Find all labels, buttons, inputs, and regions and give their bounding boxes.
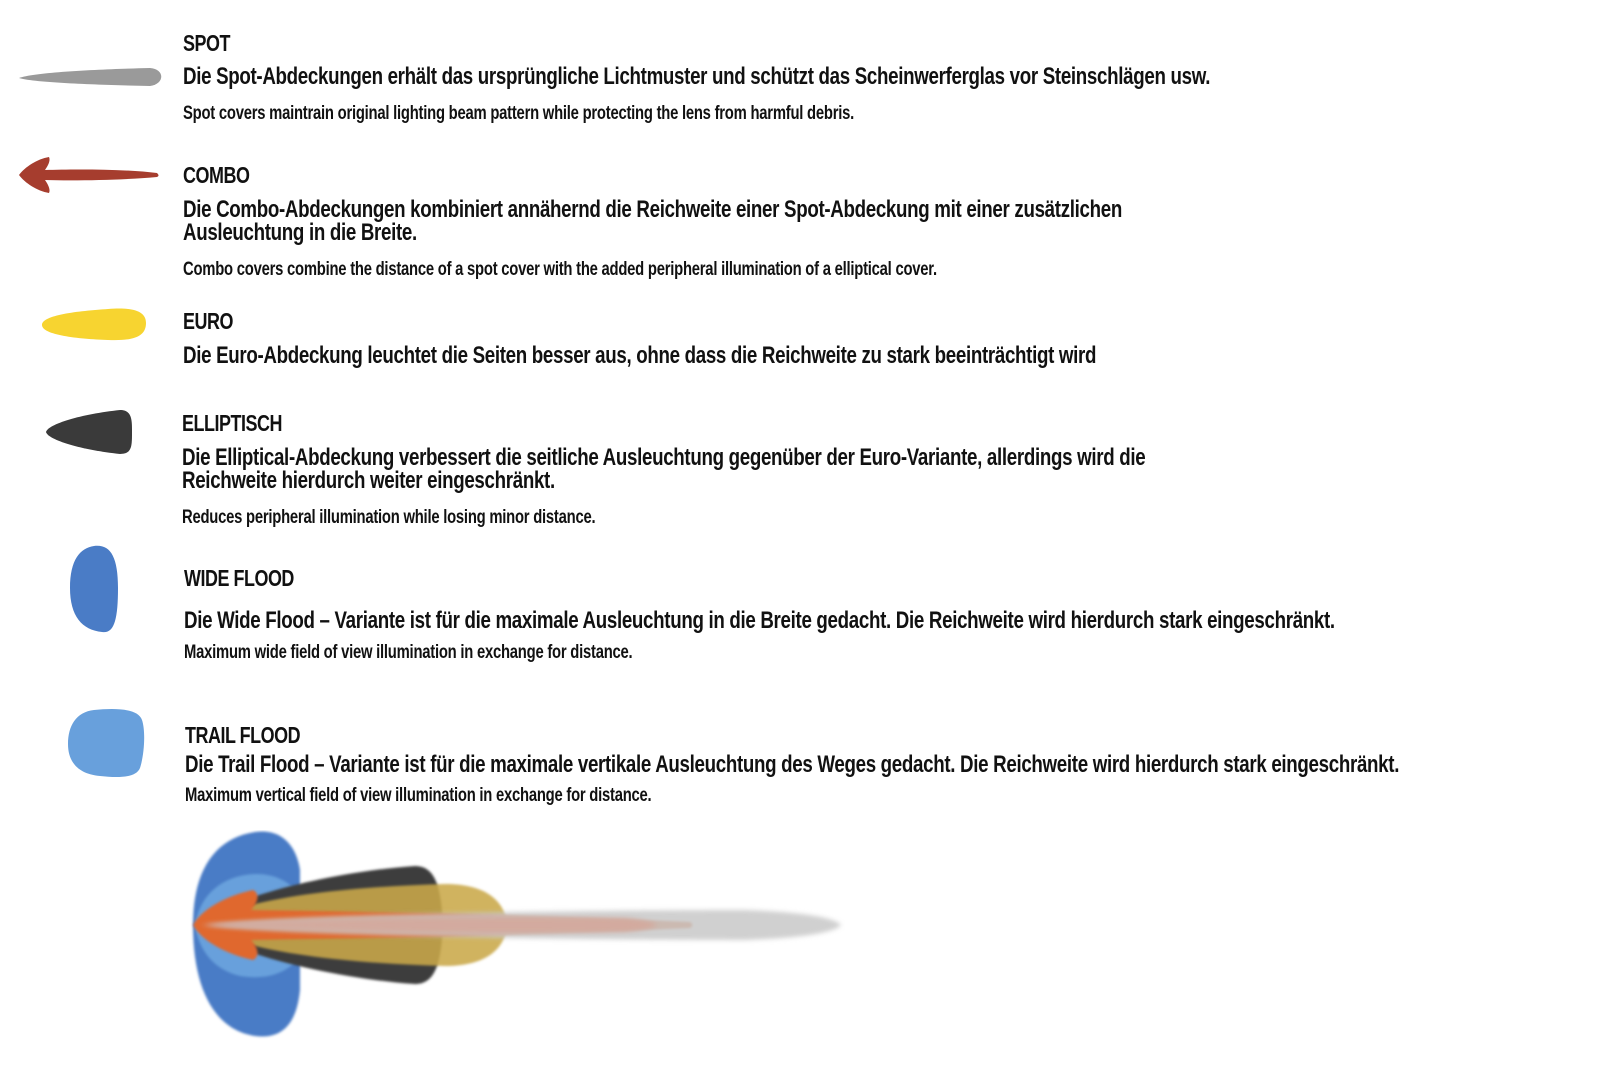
- entry-description-de: Die Combo-Abdeckungen kombiniert annähernd die Reichweite einer Spot-Abdeckung mit einer zusätzlichen: [183, 196, 1122, 223]
- entry-description-en: Maximum vertical field of view illumination in exchange for distance.: [185, 785, 652, 806]
- entry-description-de: Die Elliptical-Abdeckung verbessert die seitliche Ausleuchtung gegenüber der Euro-Variante, allerdings wird die: [182, 444, 1146, 471]
- entry-description-de: Die Wide Flood – Variante ist für die maximale Ausleuchtung in die Breite gedacht. Die Reichweite wird hierdurch stark eingeschränkt.: [184, 607, 1335, 634]
- entry-description-de: Die Trail Flood – Variante ist für die maximale vertikale Ausleuchtung des Weges gedacht. Die Reichweite wird hierdurch stark eingeschränkt.: [185, 751, 1400, 778]
- euro-beam-icon: [38, 305, 150, 345]
- entry-description-en: Maximum wide field of view illumination in exchange for distance.: [184, 642, 633, 663]
- entry-description-en: Spot covers maintrain original lighting beam pattern while protecting the lens from harmful debris.: [183, 103, 855, 124]
- wide-flood-beam-icon: [66, 542, 122, 636]
- combined-beam-pattern-diagram: [185, 830, 845, 1040]
- entry-title: COMBO: [183, 162, 250, 188]
- entry-description-en: Combo covers combine the distance of a spot cover with the added peripheral illumination of a elliptical cover.: [183, 259, 937, 280]
- entry-title: TRAIL FLOOD: [185, 722, 301, 748]
- trail-flood-beam-icon: [64, 706, 148, 780]
- entry-title: ELLIPTISCH: [182, 410, 282, 436]
- entry-title: WIDE FLOOD: [184, 565, 294, 591]
- spot-beam-icon: [15, 62, 165, 92]
- entry-description-en: Reduces peripheral illumination while losing minor distance.: [182, 507, 596, 528]
- entry-title: SPOT: [183, 30, 230, 56]
- entry-description-de-line2: Ausleuchtung in die Breite.: [183, 219, 417, 246]
- elliptical-beam-icon: [42, 408, 136, 456]
- entry-title: EURO: [183, 308, 233, 334]
- entry-description-de: Die Euro-Abdeckung leuchtet die Seiten besser aus, ohne dass die Reichweite zu stark beeinträchtigt wird: [183, 342, 1097, 369]
- entry-description-de-line2: Reichweite hierdurch weiter eingeschränkt.: [182, 467, 555, 494]
- combo-beam-icon: [15, 155, 160, 195]
- entry-description-de: Die Spot-Abdeckungen erhält das ursprüngliche Lichtmuster und schützt das Scheinwerferglas vor Steinschlägen usw.: [183, 63, 1211, 90]
